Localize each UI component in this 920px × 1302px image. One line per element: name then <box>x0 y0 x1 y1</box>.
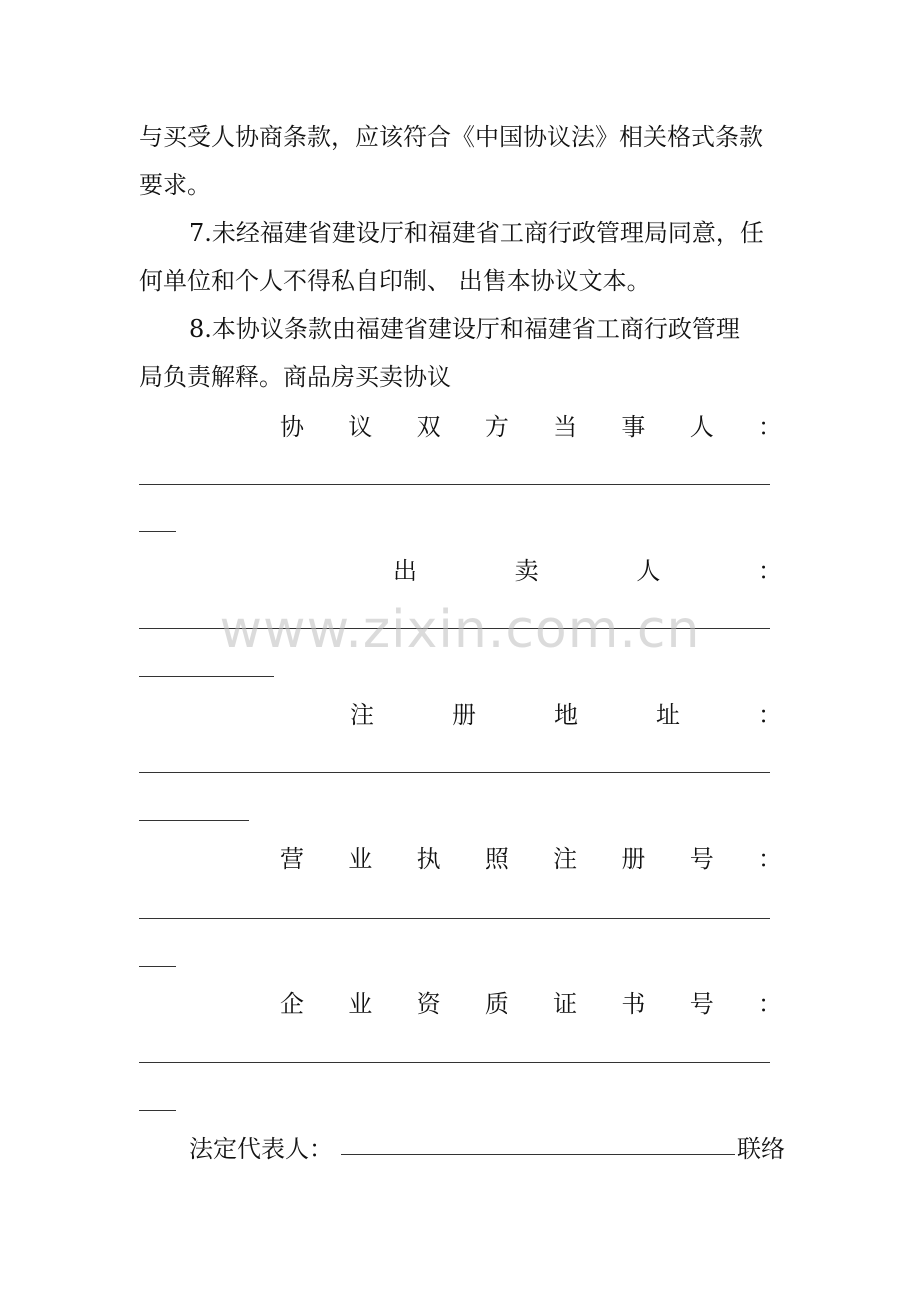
qualification-label <box>280 987 782 1021</box>
address-label <box>350 698 782 732</box>
parties-char: 当 <box>553 413 578 441</box>
qualification-char: 号 <box>689 990 714 1018</box>
qualification-char: ： <box>757 990 782 1018</box>
parties-label <box>280 410 782 444</box>
legal-representative-line <box>189 1132 785 1166</box>
watermark-text: www.zixin.com.cn <box>219 600 701 660</box>
seller-blank-line-tail <box>139 676 274 677</box>
legal-representative-blank <box>341 1132 735 1155</box>
clause-8-line-2: 局负责解释。商品房买卖协议 <box>139 363 451 391</box>
license-char: 照 <box>484 845 509 873</box>
paragraph-6-line-1: 与买受人协商条款，应该符合《中国协议法》相关格式条款 <box>139 123 763 151</box>
qualification-char: 书 <box>621 990 646 1018</box>
paragraph-6-line-2: 要求。 <box>139 171 211 199</box>
license-char: 执 <box>416 845 441 873</box>
seller-label <box>393 554 782 588</box>
seller-char: ： <box>757 557 782 585</box>
address-char: 册 <box>452 701 476 729</box>
business-license-label <box>280 842 782 876</box>
license-char: ： <box>757 845 782 873</box>
qualification-blank-line <box>139 1062 770 1063</box>
seller-blank-line <box>139 628 770 629</box>
contact-label: 联络 <box>737 1135 785 1163</box>
legal-representative-label: 法定代表人： <box>189 1135 333 1163</box>
parties-char: 协 <box>280 413 304 441</box>
parties-char: 人 <box>689 413 714 441</box>
qualification-char: 质 <box>484 990 509 1018</box>
license-char: 业 <box>348 845 373 873</box>
clause-7-line-1: 7.未经福建省建设厅和福建省工商行政管理局同意，任 <box>189 219 764 247</box>
seller-char: 人 <box>636 557 661 585</box>
address-blank-line <box>139 772 770 773</box>
parties-char: ： <box>757 413 782 441</box>
clause-7-line-2: 何单位和个人不得私自印制、 出售本协议文本。 <box>139 267 651 295</box>
license-char: 号 <box>689 845 714 873</box>
address-char: 注 <box>350 701 374 729</box>
clause-8-line-1: 8.本协议条款由福建省建设厅和福建省工商行政管理 <box>189 315 740 343</box>
parties-char: 双 <box>416 413 441 441</box>
parties-char: 事 <box>621 413 646 441</box>
license-char: 营 <box>280 845 304 873</box>
seller-char: 出 <box>393 557 417 585</box>
qualification-char: 证 <box>553 990 578 1018</box>
address-char: 址 <box>656 701 680 729</box>
parties-blank-line <box>139 484 770 485</box>
qualification-char: 企 <box>280 990 304 1018</box>
license-blank-line-tail <box>139 966 176 967</box>
license-blank-line <box>139 918 770 919</box>
parties-char: 方 <box>484 413 509 441</box>
qualification-blank-line-tail <box>139 1110 176 1111</box>
address-blank-line-tail <box>139 820 249 821</box>
seller-char: 卖 <box>514 557 539 585</box>
address-char: ： <box>758 701 782 729</box>
qualification-char: 资 <box>416 990 441 1018</box>
qualification-char: 业 <box>348 990 373 1018</box>
parties-blank-line-tail <box>139 531 176 532</box>
license-char: 册 <box>621 845 646 873</box>
parties-char: 议 <box>348 413 373 441</box>
address-char: 地 <box>554 701 578 729</box>
license-char: 注 <box>553 845 578 873</box>
